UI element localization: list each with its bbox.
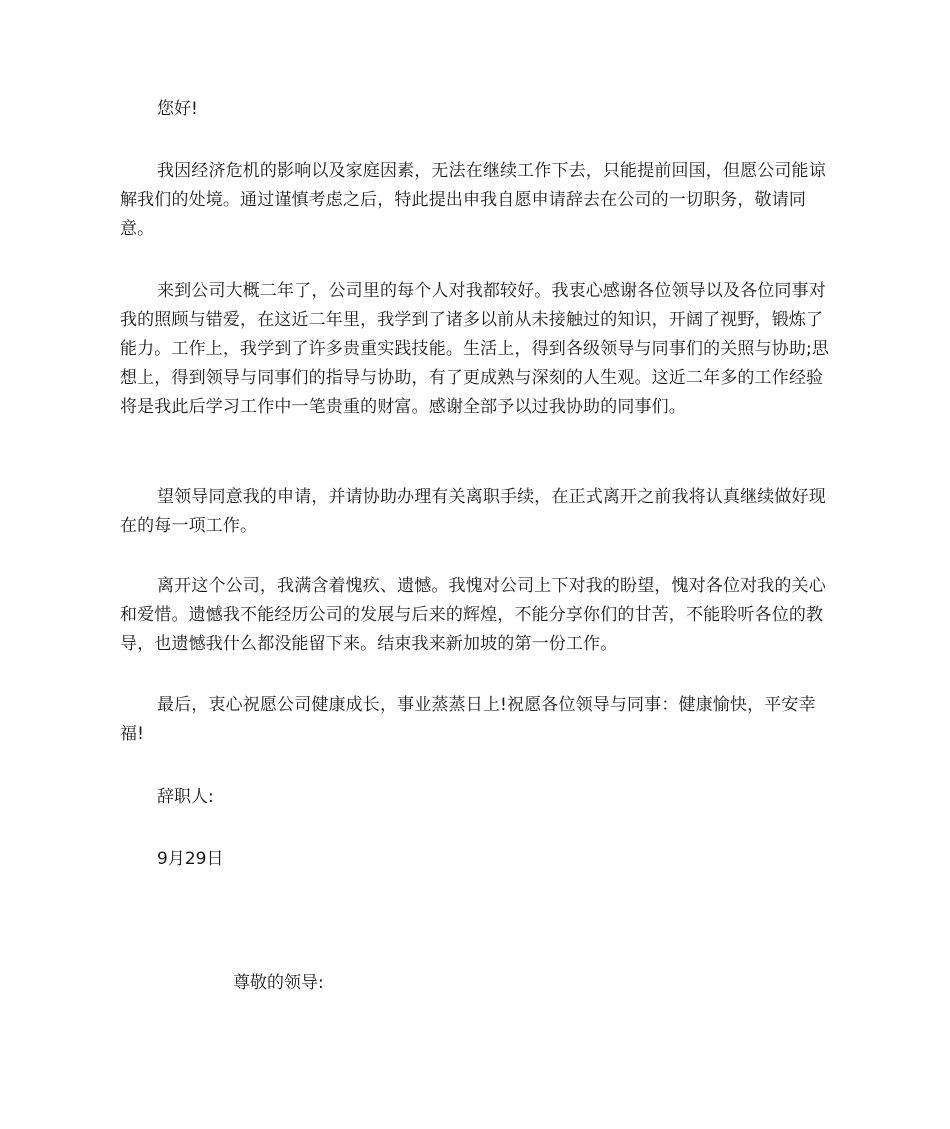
paragraph-reason: 我因经济危机的影响以及家庭因素，无法在继续工作下去，只能提前回国，但愿公司能谅解我们的处境。通过谨慎考虑之后，特此提出申我自愿申请辞去在公司的一切职务，敬请同意。 [120,161,826,239]
paragraph-wishes: 最后，衷心祝愿公司健康成长，事业蒸蒸日上!祝愿各位领导与同事：健康愉快，平安幸福! [120,695,816,744]
paragraph-regret: 离开这个公司，我满含着愧疚、遗憾。我愧对公司上下对我的盼望，愧对各位对我的关心和爱惜。遗憾我不能经历公司的发展与后来的辉煌，不能分享你们的甘苦，不能聆听各位的教导，也遗憾我什么都没能留下来。结束我来新加坡的第一份工作。 [120,576,826,654]
next-letter-salutation: 尊敬的领导: [233,973,324,993]
greeting: 您好! [157,99,198,119]
paragraph-gratitude: 来到公司大概二年了，公司里的每个人对我都较好。我衷心感谢各位领导以及各位同事对我的照顾与错爱，在这近二年里，我学到了诸多以前从未接触过的知识，开阔了视野，锻炼了能力。工作上，我学到了许多贵重实践技能。生活上，得到各级领导与同事们的关照与协助;思想上，得到领导与同事们的指导与协助，有了更成熟与深刻的人生观。这近二年多的工作经验将是我此后学习工作中一笔贵重的财富。感谢全部予以过我协助的同事们。 [120,281,830,417]
paragraph-request: 望领导同意我的申请，并请协助办理有关离职手续，在正式离开之前我将认真继续做好现在的每一项工作。 [120,487,826,536]
signer-label: 辞职人: [157,787,214,807]
date: 9月29日 [157,849,224,869]
